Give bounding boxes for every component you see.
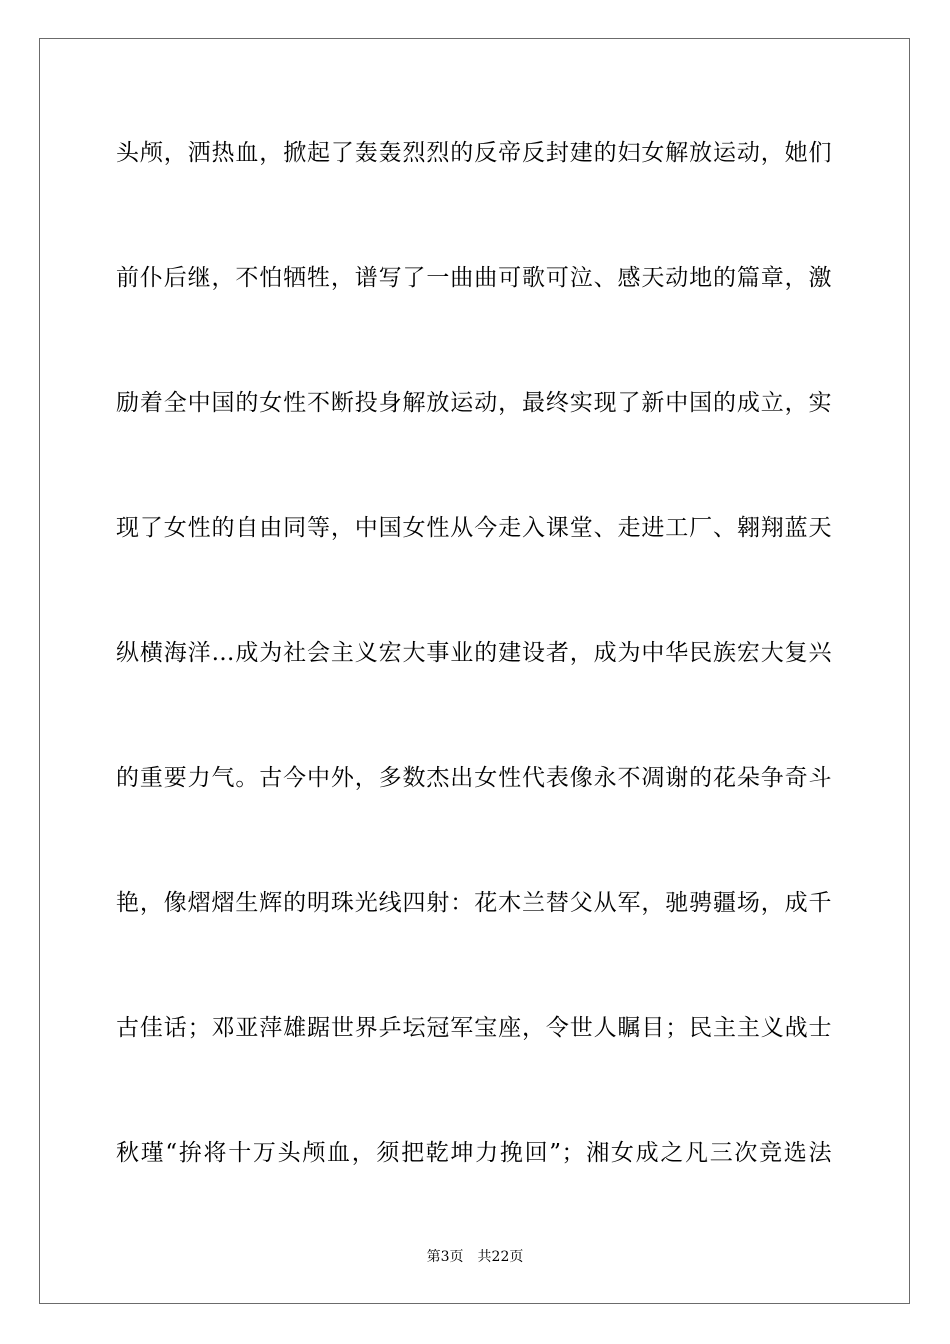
text-line-5: 纵横海洋…成为社会主义宏大事业的建设者，成为中华民族宏大复兴	[116, 640, 832, 666]
text-line-7: 艳，像熠熠生辉的明珠光线四射：花木兰替父从军，驰骋疆场，成千	[116, 890, 832, 916]
text-line-2: 前仆后继，不怕牺牲，谱写了一曲曲可歌可泣、感天动地的篇章，激	[116, 265, 832, 291]
document-body	[116, 130, 832, 1255]
page-total: 共22页	[477, 1249, 524, 1265]
text-line-1: 头颅，洒热血，掀起了轰轰烈烈的反帝反封建的妇女解放运动，她们	[116, 140, 832, 166]
page-footer	[0, 1247, 950, 1267]
text-line-6: 的重要力气。古今中外，多数杰出女性代表像永不凋谢的花朵争奇斗	[116, 765, 832, 791]
text-line-4: 现了女性的自由同等，中国女性从今走入课堂、走进工厂、翱翔蓝天	[116, 515, 832, 541]
text-line-8: 古佳话；邓亚萍雄踞世界乒坛冠军宝座，令世人瞩目；民主主义战士	[116, 1015, 832, 1041]
text-line-9: 秋瑾“拚将十万头颅血，须把乾坤力挽回”；湘女成之凡三次竞选法	[116, 1140, 832, 1166]
text-line-3: 励着全中国的女性不断投身解放运动，最终实现了新中国的成立，实	[116, 390, 832, 416]
page-number: 第3页	[426, 1249, 464, 1265]
